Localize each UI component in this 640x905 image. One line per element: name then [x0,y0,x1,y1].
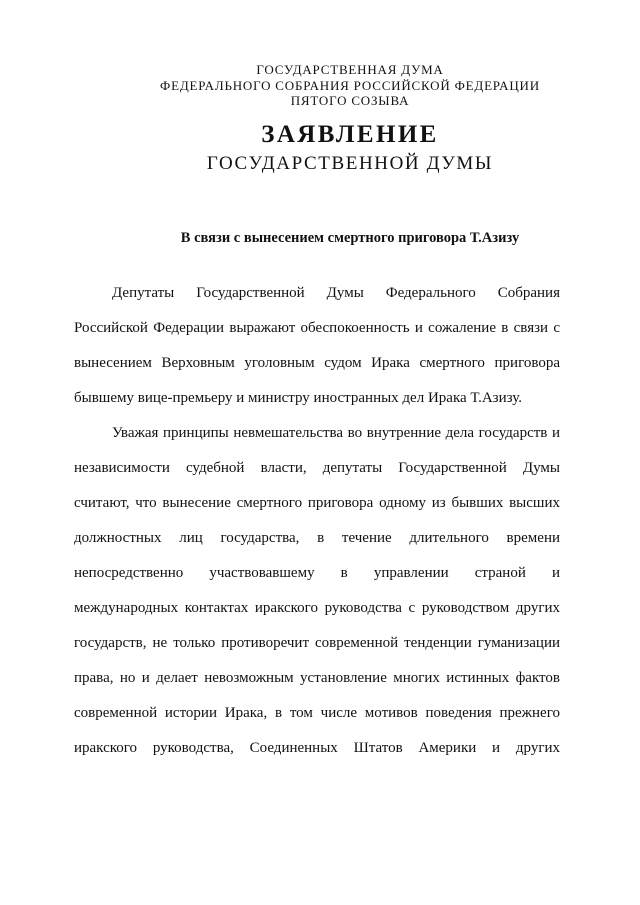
paragraph-line: Депутаты Государственной Думы Федерального Собрания [112,285,560,301]
paragraph-line: считают, что вынесение смертного приговора одному из бывших высших [74,495,560,511]
paragraph-line: Уважая принципы невмешательства во внутренние дела государств и [112,425,560,441]
paragraph-line: должностных лиц государства, в течение длительного времени [74,530,560,546]
document-author-title: ГОСУДАРСТВЕННОЙ ДУМЫ [206,152,494,174]
paragraph-line: права, но и делает невозможным установление многих истинных фактов [74,670,560,686]
paragraph-1 [74,276,560,416]
paragraph-line: вынесением Верховным уголовным судом Ирака смертного приговора [74,355,560,371]
document-type-title: ЗАЯВЛЕНИЕ [261,120,439,148]
paragraph-2 [74,416,560,766]
paragraph-line: бывшему вице-премьеру и министру иностранных дел Ирака Т.Азизу. [74,390,522,406]
document-body [74,276,560,766]
paragraph-line: государств, не только противоречит современной тенденции гуманизации [74,635,560,651]
paragraph-line: международных контактах иракского руководства с руководством других [74,600,560,616]
org-name-line-1: ГОСУДАРСТВЕННАЯ ДУМА [256,62,444,77]
org-name-line-3: ПЯТОГО СОЗЫВА [290,93,410,108]
org-name-line-2: ФЕДЕРАЛЬНОГО СОБРАНИЯ РОССИЙСКОЙ ФЕДЕРАЦИИ [160,77,540,93]
paragraph-line: современной истории Ирака, в том числе мотивов поведения прежнего [74,705,560,721]
paragraph-line: иракского руководства, Соединенных Штатов Америки и других [74,740,560,756]
document-subject: В связи с вынесением смертного приговора Т.Азизу [180,230,520,246]
paragraph-line: Российской Федерации выражают обеспокоенность и сожаление в связи с [74,320,560,336]
paragraph-line: независимости судебной власти, депутаты Государственной Думы [74,460,560,476]
document-header [0,62,640,175]
paragraph-line: непосредственно участвовавшему в управлении страной и [74,565,560,581]
